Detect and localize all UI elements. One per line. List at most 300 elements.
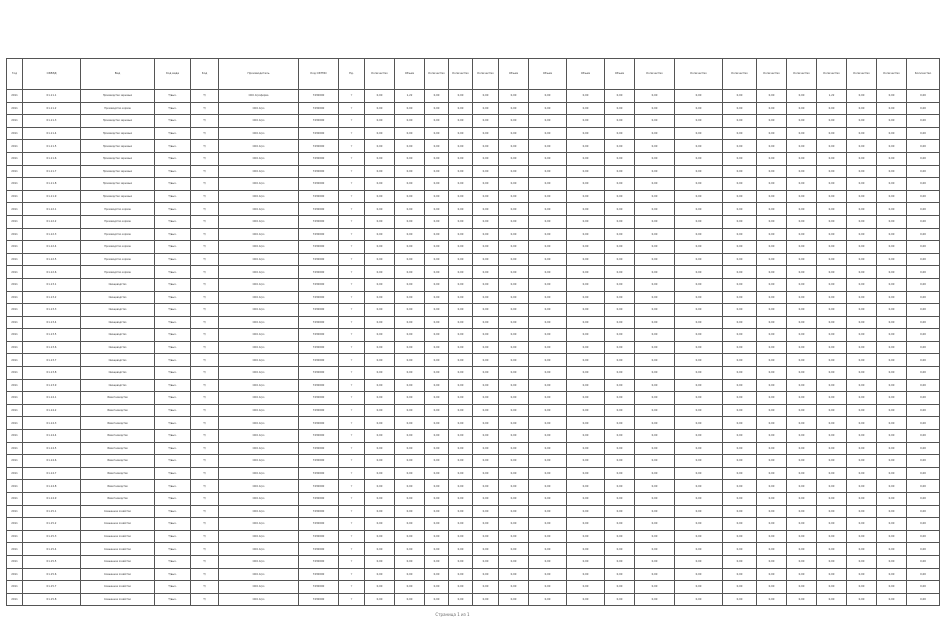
- table-cell: 7430000: [299, 278, 339, 291]
- column-header: Объем: [499, 59, 529, 90]
- table-cell: 0,00: [473, 467, 499, 480]
- table-cell: ООО Агро: [219, 304, 299, 317]
- table-cell: ООО Агро: [219, 530, 299, 543]
- table-cell: 7430000: [299, 115, 339, 128]
- table-cell: 0,00: [395, 367, 425, 380]
- table-cell: 0,00: [425, 480, 449, 493]
- table-cell: 7430000: [299, 90, 339, 103]
- table-cell: 0,00: [675, 228, 723, 241]
- table-cell: Т/вых.: [155, 316, 191, 329]
- table-cell: 0,00: [605, 505, 635, 518]
- table-cell: 0,00: [473, 455, 499, 468]
- table-row: [7, 530, 940, 543]
- table-cell: т: [339, 341, 365, 354]
- table-row: [7, 253, 940, 266]
- table-cell: 0,00: [787, 215, 817, 228]
- table-cell: 0,00: [787, 152, 817, 165]
- table-cell: 0,00: [473, 278, 499, 291]
- table-cell: 2011: [7, 505, 23, 518]
- table-cell: 0,00: [817, 543, 847, 556]
- table-cell: 0,00: [567, 316, 605, 329]
- table-cell: 0,00: [907, 316, 940, 329]
- table-cell: 0,00: [757, 329, 787, 342]
- table-cell: Т/: [191, 266, 219, 279]
- table-cell: 0,00: [529, 228, 567, 241]
- table-cell: 0,00: [847, 316, 877, 329]
- table-cell: 2011: [7, 379, 23, 392]
- table-cell: 0,00: [757, 115, 787, 128]
- table-cell: 0,00: [787, 278, 817, 291]
- table-cell: 0,00: [787, 253, 817, 266]
- table-cell: 0,00: [635, 304, 675, 317]
- table-cell: 0,00: [567, 102, 605, 115]
- table-cell: 0,00: [787, 593, 817, 606]
- table-cell: 0,00: [425, 417, 449, 430]
- table-cell: 0,00: [635, 442, 675, 455]
- table-cell: 0,00: [847, 241, 877, 254]
- table-cell: 2011: [7, 329, 23, 342]
- table-cell: 0,00: [907, 518, 940, 531]
- table-cell: 0,00: [757, 215, 787, 228]
- table-cell: 0,00: [817, 341, 847, 354]
- table-cell: 0,00: [877, 379, 907, 392]
- table-cell: 0,00: [395, 102, 425, 115]
- table-cell: 0,00: [365, 291, 395, 304]
- table-cell: 0,00: [787, 392, 817, 405]
- table-cell: Т/: [191, 367, 219, 380]
- column-header: Вид: [81, 59, 155, 90]
- table-cell: 0,00: [635, 241, 675, 254]
- table-cell: 0,00: [425, 102, 449, 115]
- table-cell: 0,00: [365, 127, 395, 140]
- table-cell: 7430000: [299, 430, 339, 443]
- table-cell: Производство зерновых: [81, 90, 155, 103]
- table-cell: ООО Агро: [219, 593, 299, 606]
- table-cell: 0,00: [877, 581, 907, 594]
- table-cell: 01.14.6: [23, 455, 81, 468]
- table-cell: 0,00: [675, 518, 723, 531]
- table-cell: 0,00: [877, 215, 907, 228]
- table-cell: 0,00: [907, 304, 940, 317]
- table-cell: Производство кормов: [81, 215, 155, 228]
- table-cell: 0,00: [473, 354, 499, 367]
- table-cell: 0,00: [365, 581, 395, 594]
- table-cell: 0,00: [675, 568, 723, 581]
- table-cell: Т/вых.: [155, 505, 191, 518]
- table-cell: Т/: [191, 140, 219, 153]
- table-cell: 2011: [7, 455, 23, 468]
- table-cell: 0,00: [449, 555, 473, 568]
- table-cell: 0,00: [395, 354, 425, 367]
- table-cell: 0,00: [675, 493, 723, 506]
- table-cell: 0,00: [817, 505, 847, 518]
- table-cell: 0,00: [499, 152, 529, 165]
- table-cell: 0,00: [847, 140, 877, 153]
- table-cell: 0,00: [365, 152, 395, 165]
- table-cell: 2011: [7, 102, 23, 115]
- table-cell: Т/: [191, 127, 219, 140]
- table-cell: 0,00: [635, 354, 675, 367]
- table-cell: т: [339, 140, 365, 153]
- table-cell: 7430000: [299, 228, 339, 241]
- table-cell: 0,00: [449, 593, 473, 606]
- table-cell: ООО Агро: [219, 568, 299, 581]
- table-cell: 0,00: [395, 127, 425, 140]
- table-cell: 0,00: [529, 266, 567, 279]
- table-cell: Животноводство: [81, 493, 155, 506]
- table-cell: 0,00: [817, 430, 847, 443]
- table-cell: 0,00: [473, 190, 499, 203]
- table-cell: 2011: [7, 190, 23, 203]
- table-cell: 0,00: [723, 215, 757, 228]
- table-cell: 0,00: [635, 152, 675, 165]
- table-row: [7, 392, 940, 405]
- table-cell: 0,00: [499, 178, 529, 191]
- table-cell: 0,00: [847, 555, 877, 568]
- table-cell: 7430000: [299, 127, 339, 140]
- table-cell: Т/вых.: [155, 190, 191, 203]
- table-cell: 0,00: [425, 329, 449, 342]
- table-cell: Т/вых.: [155, 430, 191, 443]
- table-cell: 0,00: [567, 430, 605, 443]
- table-cell: 0,00: [529, 367, 567, 380]
- table-cell: 0,00: [847, 354, 877, 367]
- table-cell: 2011: [7, 90, 23, 103]
- table-cell: 01.13.4: [23, 316, 81, 329]
- table-cell: 0,00: [425, 442, 449, 455]
- table-cell: 0,00: [877, 228, 907, 241]
- table-cell: 2011: [7, 555, 23, 568]
- table-cell: Т/: [191, 228, 219, 241]
- column-header: Объем: [605, 59, 635, 90]
- table-cell: 0,00: [529, 354, 567, 367]
- table-cell: 0,00: [395, 455, 425, 468]
- table-cell: 0,00: [757, 480, 787, 493]
- table-cell: 0,00: [787, 115, 817, 128]
- table-cell: 0,00: [723, 127, 757, 140]
- table-cell: 0,00: [877, 140, 907, 153]
- table-cell: 0,00: [365, 455, 395, 468]
- table-cell: Производство зерновых: [81, 140, 155, 153]
- table-cell: 0,00: [847, 581, 877, 594]
- table-cell: Т/вых.: [155, 329, 191, 342]
- table-cell: 01.14.2: [23, 404, 81, 417]
- table-cell: Т/вых.: [155, 379, 191, 392]
- table-cell: 0,00: [365, 316, 395, 329]
- table-cell: 0,00: [635, 404, 675, 417]
- table-cell: 0,00: [425, 316, 449, 329]
- table-cell: 0,00: [605, 518, 635, 531]
- table-cell: 0,00: [675, 367, 723, 380]
- table-cell: т: [339, 152, 365, 165]
- table-cell: 0,00: [529, 140, 567, 153]
- table-cell: 0,00: [847, 190, 877, 203]
- table-cell: 0,00: [787, 518, 817, 531]
- table-cell: т: [339, 241, 365, 254]
- table-cell: 0,00: [567, 203, 605, 216]
- table-cell: 0,00: [395, 404, 425, 417]
- table-cell: 0,00: [847, 341, 877, 354]
- table-cell: 0,00: [605, 467, 635, 480]
- column-header: Количество: [787, 59, 817, 90]
- table-cell: 0,00: [395, 241, 425, 254]
- table-cell: т: [339, 90, 365, 103]
- table-cell: 0,00: [675, 543, 723, 556]
- table-cell: 0,00: [365, 215, 395, 228]
- table-cell: 0,00: [499, 341, 529, 354]
- table-cell: 0,00: [473, 404, 499, 417]
- table-cell: 0,00: [449, 140, 473, 153]
- table-cell: 0,00: [877, 354, 907, 367]
- table-cell: 0,00: [635, 493, 675, 506]
- table-cell: Смешанное хозяйство: [81, 568, 155, 581]
- table-cell: 7430000: [299, 392, 339, 405]
- table-cell: 01.12.3: [23, 228, 81, 241]
- table-cell: 0,00: [473, 543, 499, 556]
- table-cell: 0,00: [567, 392, 605, 405]
- table-cell: 0,00: [675, 115, 723, 128]
- table-cell: 0,00: [635, 367, 675, 380]
- table-cell: 0,00: [449, 354, 473, 367]
- table-cell: т: [339, 568, 365, 581]
- table-cell: ООО Агро: [219, 367, 299, 380]
- column-header: Количество: [757, 59, 787, 90]
- table-cell: 0,00: [473, 228, 499, 241]
- table-cell: Т/вых.: [155, 178, 191, 191]
- table-cell: 0,00: [907, 278, 940, 291]
- table-cell: 0,00: [425, 266, 449, 279]
- table-cell: 0,00: [473, 530, 499, 543]
- table-cell: 0,00: [473, 102, 499, 115]
- table-cell: 0,00: [425, 140, 449, 153]
- table-cell: 0,00: [757, 392, 787, 405]
- table-cell: 0,00: [817, 480, 847, 493]
- table-cell: 01.12.6: [23, 266, 81, 279]
- table-cell: 0,00: [757, 568, 787, 581]
- table-cell: 0,00: [787, 241, 817, 254]
- table-cell: ООО Агро: [219, 266, 299, 279]
- table-cell: 0,00: [817, 165, 847, 178]
- table-cell: 0,00: [757, 442, 787, 455]
- table-cell: 0,00: [757, 316, 787, 329]
- table-cell: 0,00: [499, 493, 529, 506]
- table-cell: 0,00: [635, 581, 675, 594]
- table-cell: 0,00: [907, 152, 940, 165]
- table-cell: 0,00: [847, 568, 877, 581]
- table-cell: 0,00: [449, 115, 473, 128]
- table-cell: 7430000: [299, 178, 339, 191]
- table-cell: 0,00: [605, 379, 635, 392]
- table-cell: ООО Агро: [219, 228, 299, 241]
- table-cell: 0,00: [877, 555, 907, 568]
- table-cell: 01.11.3: [23, 115, 81, 128]
- table-cell: т: [339, 278, 365, 291]
- table-cell: 0,00: [365, 568, 395, 581]
- table-cell: 0,00: [877, 304, 907, 317]
- table-cell: 2011: [7, 215, 23, 228]
- table-cell: 0,00: [847, 152, 877, 165]
- table-cell: 0,00: [847, 430, 877, 443]
- table-cell: 7430000: [299, 568, 339, 581]
- table-cell: 0,00: [365, 140, 395, 153]
- table-cell: 0,00: [499, 555, 529, 568]
- table-cell: Производство кормов: [81, 228, 155, 241]
- table-cell: 0,00: [757, 505, 787, 518]
- table-cell: 0,00: [723, 152, 757, 165]
- table-cell: 0,00: [567, 581, 605, 594]
- table-cell: 0,00: [473, 266, 499, 279]
- table-cell: т: [339, 228, 365, 241]
- table-cell: 2011: [7, 404, 23, 417]
- table-cell: 0,00: [395, 228, 425, 241]
- table-cell: 0,00: [395, 304, 425, 317]
- table-cell: 0,00: [757, 581, 787, 594]
- table-cell: 0,00: [449, 341, 473, 354]
- table-cell: 0,00: [723, 316, 757, 329]
- table-cell: 0,00: [757, 253, 787, 266]
- table-cell: 0,00: [567, 543, 605, 556]
- table-cell: 0,00: [567, 304, 605, 317]
- table-cell: 2011: [7, 530, 23, 543]
- table-cell: ООО Агро: [219, 581, 299, 594]
- table-cell: Животноводство: [81, 392, 155, 405]
- table-cell: 0,00: [605, 178, 635, 191]
- table-cell: 0,00: [499, 518, 529, 531]
- table-cell: Смешанное хозяйство: [81, 555, 155, 568]
- table-cell: 0,00: [473, 178, 499, 191]
- table-cell: 0,00: [757, 518, 787, 531]
- table-cell: 0,00: [675, 190, 723, 203]
- table-cell: 0,00: [605, 354, 635, 367]
- table-cell: 0,00: [635, 341, 675, 354]
- table-cell: 0,00: [605, 215, 635, 228]
- table-cell: 0,00: [757, 152, 787, 165]
- table-cell: 0,00: [817, 581, 847, 594]
- table-cell: 0,00: [787, 442, 817, 455]
- table-cell: 0,00: [757, 367, 787, 380]
- table-cell: 0,00: [817, 203, 847, 216]
- table-cell: 0,00: [907, 291, 940, 304]
- table-cell: Производство зерновых: [81, 190, 155, 203]
- table-cell: 0,00: [817, 442, 847, 455]
- table-cell: 0,00: [529, 505, 567, 518]
- table-cell: 0,00: [567, 228, 605, 241]
- table-cell: 0,00: [499, 115, 529, 128]
- table-cell: 0,00: [757, 555, 787, 568]
- table-cell: Т/вых.: [155, 404, 191, 417]
- table-cell: 01.11.2: [23, 102, 81, 115]
- table-cell: 0,00: [907, 430, 940, 443]
- table-cell: 0,00: [425, 543, 449, 556]
- table-cell: 0,00: [395, 543, 425, 556]
- table-cell: ООО Агро: [219, 115, 299, 128]
- table-cell: 0,00: [529, 329, 567, 342]
- table-cell: Т/: [191, 505, 219, 518]
- table-row: [7, 518, 940, 531]
- table-cell: 0,00: [675, 593, 723, 606]
- table-cell: 0,00: [907, 367, 940, 380]
- table-cell: ООО Агро: [219, 241, 299, 254]
- table-cell: 0,00: [723, 493, 757, 506]
- table-cell: 0,00: [395, 266, 425, 279]
- table-cell: 0,00: [449, 203, 473, 216]
- table-cell: т: [339, 430, 365, 443]
- table-cell: 0,00: [605, 417, 635, 430]
- table-cell: 0,00: [877, 543, 907, 556]
- table-cell: 01.11.5: [23, 140, 81, 153]
- table-cell: 0,00: [529, 278, 567, 291]
- table-cell: 0,00: [529, 480, 567, 493]
- table-cell: 0,00: [365, 178, 395, 191]
- table-cell: 01.15.7: [23, 581, 81, 594]
- table-cell: 0,00: [395, 530, 425, 543]
- table-cell: 01.12.4: [23, 241, 81, 254]
- table-cell: 7430000: [299, 455, 339, 468]
- table-cell: т: [339, 442, 365, 455]
- table-cell: 0,00: [473, 568, 499, 581]
- table-cell: 0,00: [605, 404, 635, 417]
- table-cell: 0,00: [877, 530, 907, 543]
- table-cell: 7430000: [299, 417, 339, 430]
- table-cell: Т/вых.: [155, 253, 191, 266]
- table-row: [7, 278, 940, 291]
- table-cell: 2011: [7, 115, 23, 128]
- table-cell: Животноводство: [81, 417, 155, 430]
- table-cell: 0,00: [757, 430, 787, 443]
- table-cell: 0,00: [635, 127, 675, 140]
- table-cell: 0,00: [757, 455, 787, 468]
- table-cell: 0,00: [473, 430, 499, 443]
- table-cell: 2011: [7, 354, 23, 367]
- table-cell: 0,00: [499, 203, 529, 216]
- table-cell: 0,00: [449, 253, 473, 266]
- table-cell: Производство кормов: [81, 203, 155, 216]
- table-cell: 0,00: [395, 253, 425, 266]
- table-cell: 0,00: [605, 442, 635, 455]
- table-cell: Т/: [191, 165, 219, 178]
- table-cell: ООО Агро: [219, 518, 299, 531]
- table-cell: 0,00: [365, 404, 395, 417]
- table-cell: 0,00: [567, 442, 605, 455]
- table-cell: 7430000: [299, 140, 339, 153]
- table-cell: 0,00: [877, 430, 907, 443]
- table-cell: 0,00: [567, 379, 605, 392]
- table-cell: 01.13.9: [23, 379, 81, 392]
- column-header: Производитель: [219, 59, 299, 90]
- table-cell: Т/вых.: [155, 417, 191, 430]
- table-row: [7, 455, 940, 468]
- table-cell: 0,00: [635, 329, 675, 342]
- table-cell: 0,00: [723, 266, 757, 279]
- table-cell: т: [339, 102, 365, 115]
- table-cell: 0,00: [365, 480, 395, 493]
- table-cell: 0,00: [723, 555, 757, 568]
- table-cell: 2011: [7, 266, 23, 279]
- table-cell: Т/: [191, 354, 219, 367]
- table-cell: 0,00: [529, 593, 567, 606]
- table-cell: 01.12.1: [23, 203, 81, 216]
- table-cell: ООО Агро: [219, 341, 299, 354]
- column-header: Код вида: [155, 59, 191, 90]
- table-cell: Смешанное хозяйство: [81, 593, 155, 606]
- table-cell: 0,00: [449, 568, 473, 581]
- table-cell: Т/вых.: [155, 392, 191, 405]
- table-cell: 0,00: [907, 467, 940, 480]
- table-cell: 0,00: [757, 241, 787, 254]
- table-cell: Овощеводство: [81, 341, 155, 354]
- table-cell: 0,00: [365, 266, 395, 279]
- table-cell: 0,00: [757, 127, 787, 140]
